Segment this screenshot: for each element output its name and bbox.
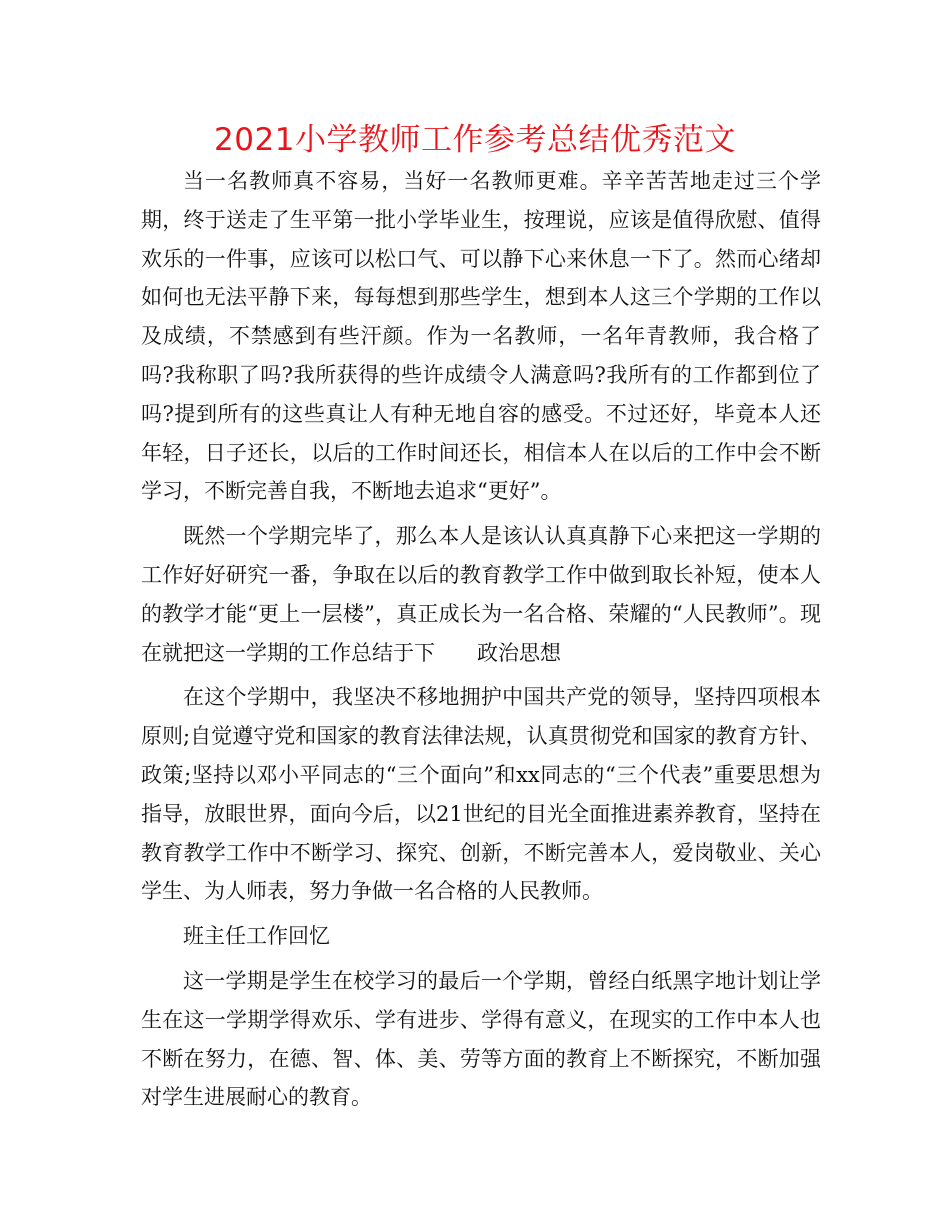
paragraph-semester-review-text: 既然一个学期完毕了，那么本人是该认认真真静下心来把这一学期的工作好好研究一番，争取在以后的教育教学工作中做到取长补短，使本人的教学才能“更上一层楼”，真正成长为一名合格、荣耀的“人民教师”。现在就把这一学期的工作总结于下 bbox=[141, 524, 821, 665]
section-heading-head-teacher: 班主任工作回忆 bbox=[183, 924, 330, 949]
document-body bbox=[141, 162, 821, 1117]
document-title: 2021小学教师工作参考总结优秀范文 bbox=[214, 122, 736, 158]
paragraph-head-teacher: 这一学期是学生在校学习的最后一个学期，曾经白纸黑字地计划让学生在这一学期学得欢乐、学有进步、学得有意义，在现实的工作中本人也不断在努力，在德、智、体、美、劳等方面的教育上不断探究，不断加强对学生进展耐心的教育。 bbox=[141, 968, 821, 1110]
paragraph-semester-review bbox=[141, 517, 821, 672]
paragraph-politics: 在这个学期中，我坚决不移地拥护中国共产党的领导，坚持四项根本原则;自觉遵守党和国家的教育法律法规，认真贯彻党和国家的教育方针、政策;坚持以邓小平同志的“三个面向”和xx同志的“三个代表”重要思想为指导，放眼世界，面向今后，以21世纪的目光全面推进素养教育，坚持在教育教学工作中不断学习、探究、创新，不断完善本人，爱岗敬业、关心学生、为人师表，努力争做一名合格的人民教师。 bbox=[141, 685, 821, 904]
paragraph-intro: 当一名教师真不容易，当好一名教师更难。辛辛苦苦地走过三个学期，终于送走了生平第一批小学毕业生，按理说，应该是值得欣慰、值得欢乐的一件事，应该可以松口气、可以静下心来休息一下了。然而心绪却如何也无法平静下来，每每想到那些学生，想到本人这三个学期的工作以及成绩，不禁感到有些汗颜。作为一名教师，一名年青教师，我合格了吗?我称职了吗?我所获得的些许成绩令人满意吗?我所有的工作都到位了吗?提到所有的这些真让人有种无地自容的感受。不过还好，毕竟本人还年轻，日子还长，以后的工作时间还长，相信本人在以后的工作中会不断学习，不断完善自我，不断地去追求“更好”。 bbox=[141, 169, 821, 504]
section-heading-politics: 政治思想 bbox=[477, 640, 561, 665]
